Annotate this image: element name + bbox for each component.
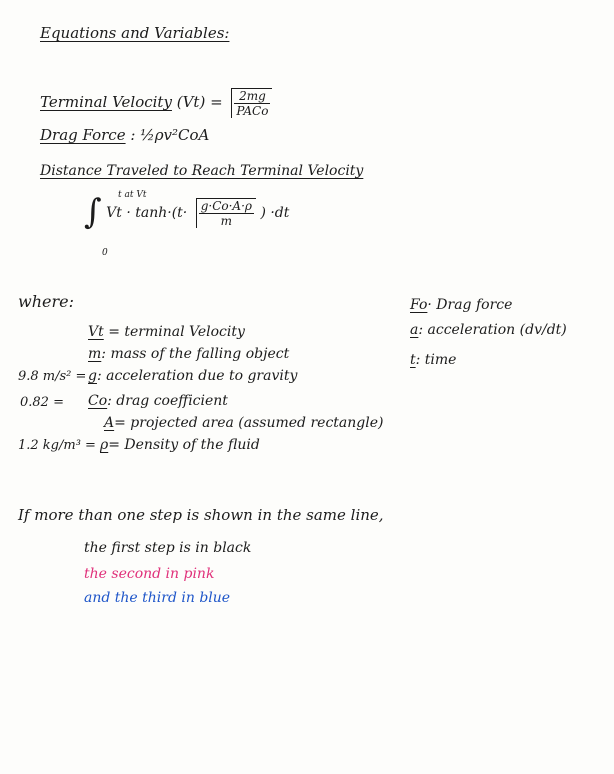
fraction-numerator: 2mg [234, 89, 270, 104]
definition-row [88, 393, 228, 409]
integral-fraction-numerator: g·Co·A·ρ [200, 199, 252, 213]
definition-text: : drag coefficient [107, 393, 228, 409]
definition-symbol: Vt [88, 324, 104, 340]
integral-fraction-denominator: m [220, 214, 233, 228]
note-line-black: the first step is in black [84, 540, 252, 556]
definition-text: : acceleration due to gravity [96, 368, 298, 384]
sqrt-term [231, 88, 272, 118]
note-line-pink: the second in pink [84, 566, 215, 582]
drag-force-formula: : ½ρv²CoA [130, 126, 210, 144]
definition-symbol: ρ [100, 437, 109, 453]
side-definition-row [410, 352, 456, 368]
definition-row [88, 368, 297, 384]
definition-row [88, 324, 245, 340]
terminal-velocity-equation [40, 88, 272, 118]
definition-text: = Density of the fluid [108, 437, 260, 453]
upper-limit: t at Vt [118, 190, 147, 200]
definition-row [88, 346, 289, 362]
definition-row [104, 415, 383, 431]
side-definition-symbol: a [410, 322, 419, 338]
terminal-velocity-lhs: (Vt) = [176, 93, 223, 111]
side-definition-symbol: Fo [410, 297, 428, 313]
side-definition-text: : acceleration (dv/dt) [418, 322, 567, 338]
terminal-velocity-label: Terminal Velocity [40, 93, 172, 111]
integral-sqrt-term [196, 198, 256, 228]
definition-value: 1.2 kg/m³ = [18, 438, 96, 453]
definition-value: 0.82 = [20, 395, 64, 410]
note-line-blue: and the third in blue [84, 590, 231, 606]
fraction-denominator: PACo [236, 104, 269, 118]
side-definition-text: : time [415, 352, 457, 368]
page-title: Equations and Variables: [40, 24, 230, 42]
integrand-end: ) ·dt [260, 205, 290, 221]
fraction [234, 89, 270, 118]
distance-integral [84, 186, 290, 258]
side-definition-symbol: t [410, 352, 416, 368]
lower-limit: 0 [102, 248, 108, 258]
definition-symbol: m [88, 346, 102, 362]
definition-text: = projected area (assumed rectangle) [114, 415, 384, 431]
definition-text: = terminal Velocity [103, 324, 245, 340]
definition-value: 9.8 m/s² = [18, 369, 87, 384]
integrand-start: Vt · tanh·(t· [106, 205, 188, 221]
distance-heading: Distance Traveled to Reach Terminal Velocity [40, 163, 364, 179]
definition-row [100, 437, 260, 453]
where-label: where: [18, 292, 74, 311]
color-note: If more than one step is shown in the same line, [18, 506, 384, 524]
definition-symbol: g [88, 368, 97, 384]
definition-text: : mass of the falling object [101, 346, 290, 362]
definition-symbol: A [104, 415, 115, 431]
side-definition-row [410, 322, 567, 338]
drag-force-equation [40, 126, 209, 144]
definition-symbol: Co [88, 393, 108, 409]
side-definition-text: · Drag force [427, 297, 513, 313]
integral-sign: ∫ [84, 192, 102, 232]
integral-fraction [199, 199, 254, 228]
drag-force-label: Drag Force [40, 126, 126, 144]
side-definition-row [410, 297, 512, 313]
